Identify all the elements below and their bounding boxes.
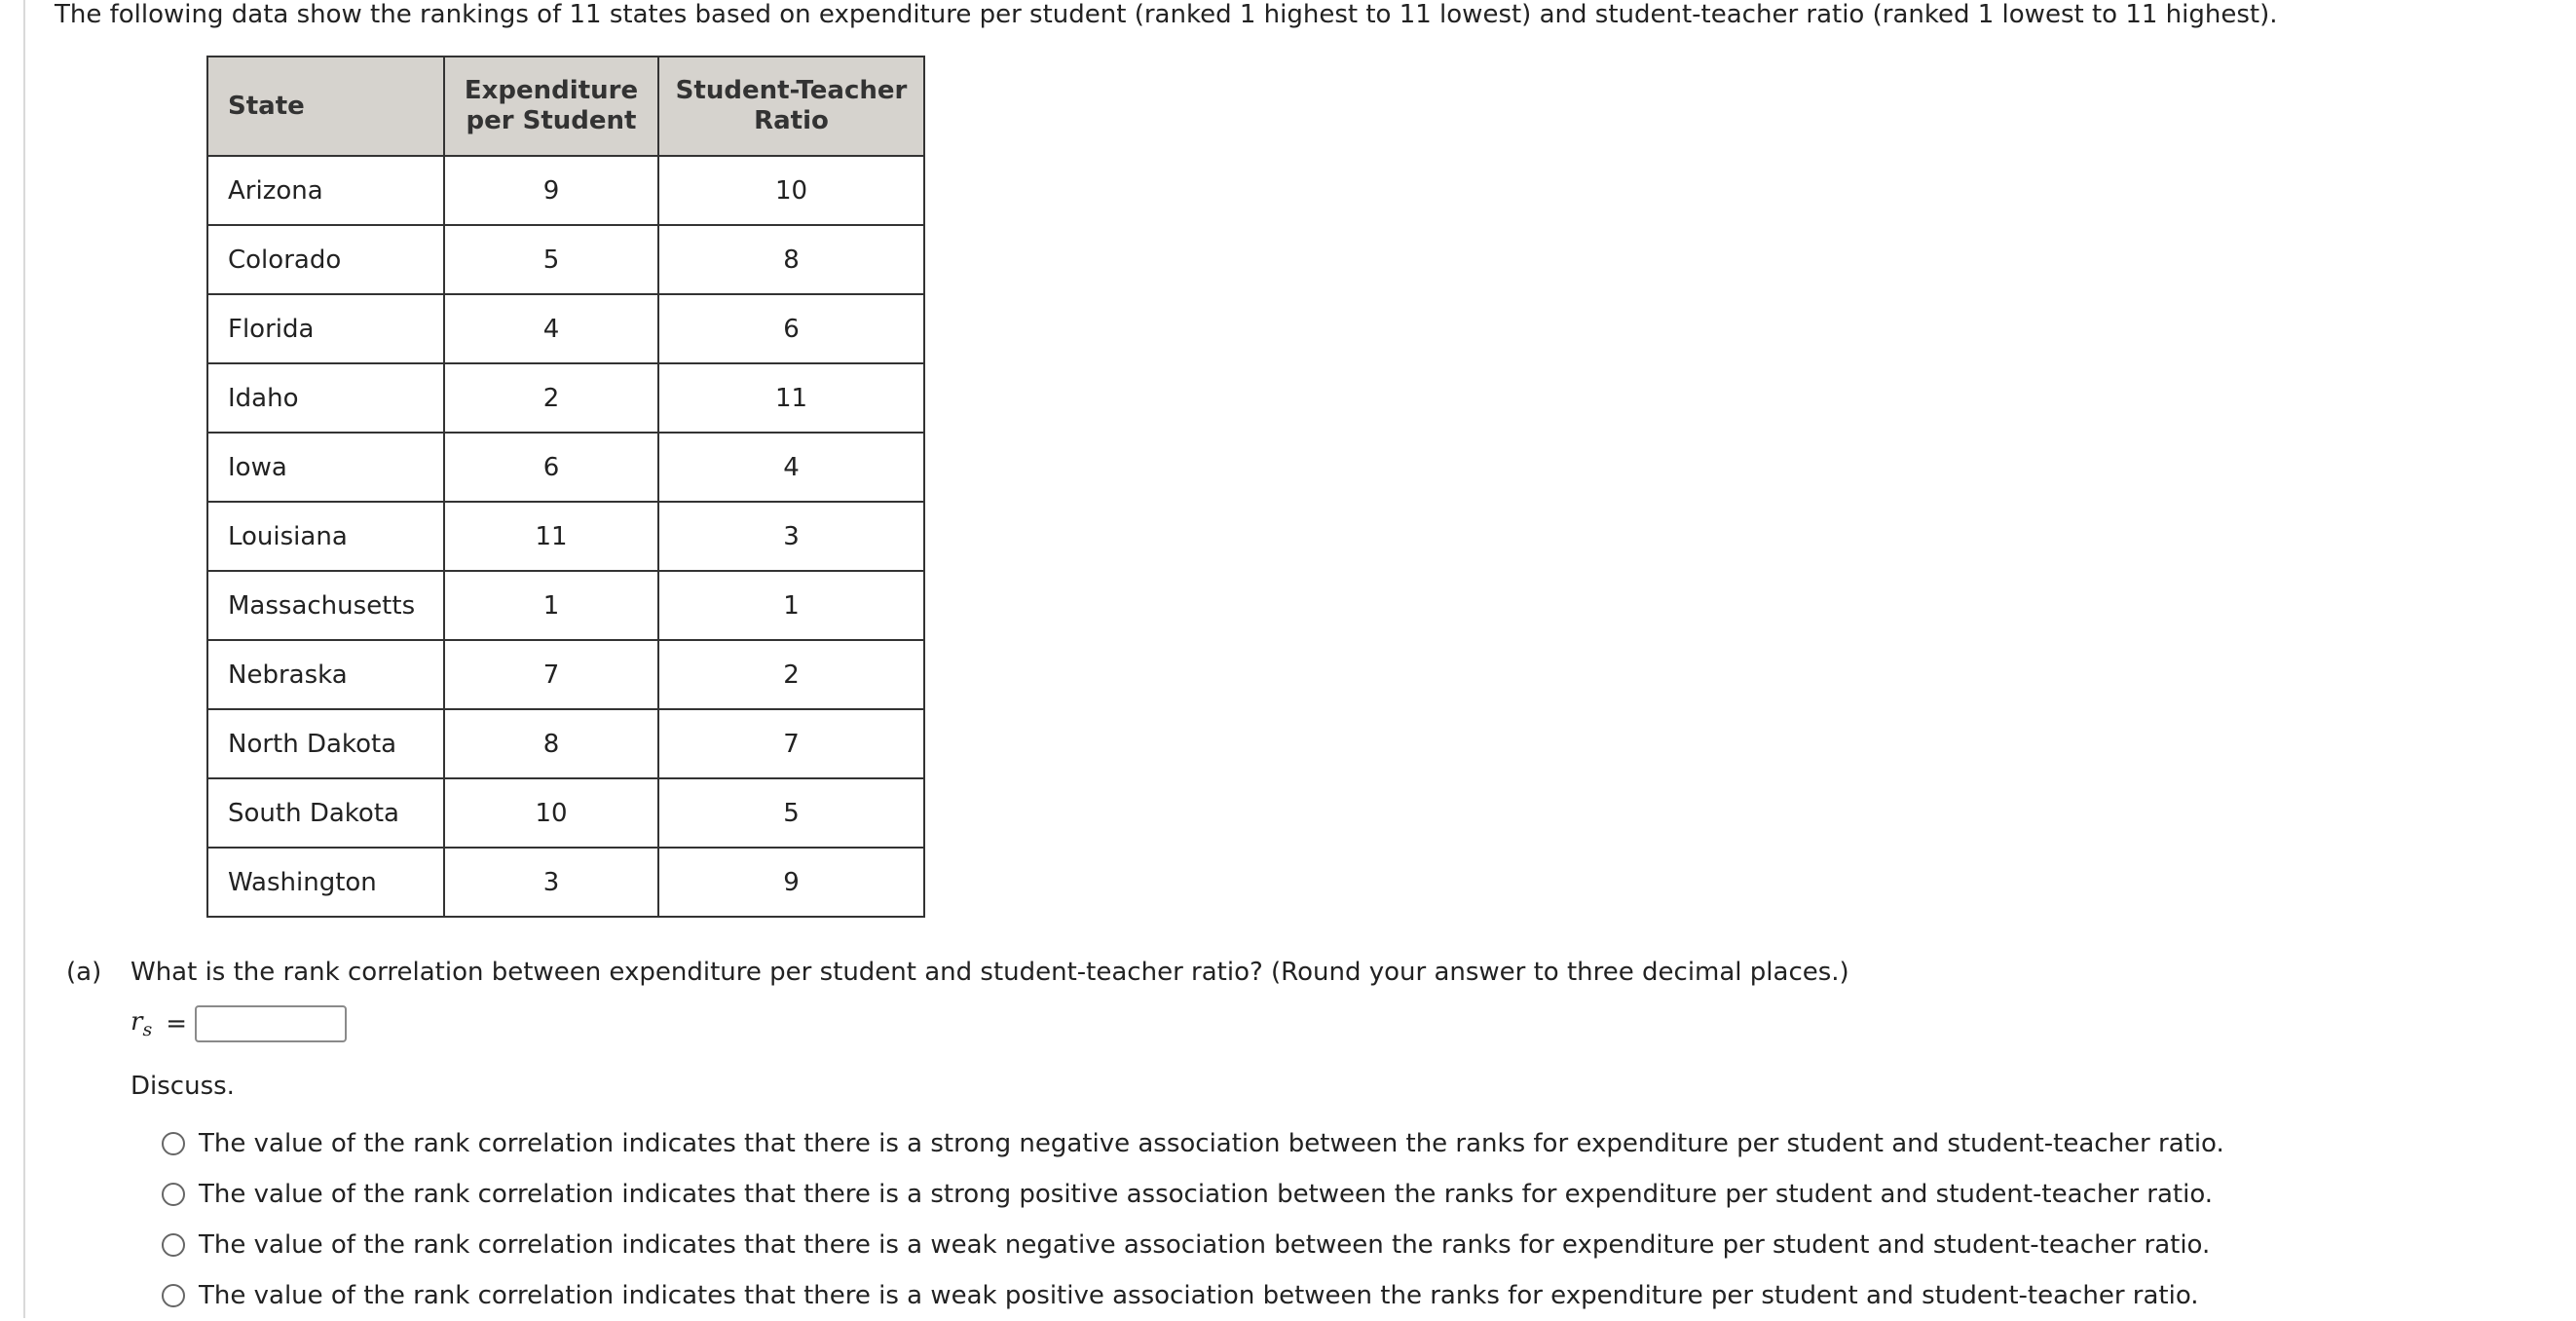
part-a-question: [66, 958, 1849, 987]
cell-ratio: 9: [658, 848, 924, 917]
radio-button[interactable]: [162, 1284, 185, 1307]
option-label: The value of the rank correlation indicates that there is a strong negative association between the ranks for expenditure per student and student-teacher ratio.: [199, 1129, 2224, 1158]
symbol-subscript-s: s: [142, 1019, 153, 1041]
table-row: [207, 433, 924, 502]
cell-state: Nebraska: [207, 640, 444, 709]
cell-ratio: 10: [658, 156, 924, 225]
cell-expenditure: 11: [444, 502, 658, 571]
cell-state: Washington: [207, 848, 444, 917]
equals-sign: =: [166, 1009, 187, 1038]
cell-state: Florida: [207, 294, 444, 363]
cell-state: Colorado: [207, 225, 444, 294]
cell-expenditure: 6: [444, 433, 658, 502]
cell-state: Louisiana: [207, 502, 444, 571]
header-state: State: [207, 57, 444, 156]
cell-ratio: 11: [658, 363, 924, 433]
table-row: [207, 294, 924, 363]
option-label: The value of the rank correlation indicates that there is a weak negative association between the ranks for expenditure per student and student-teacher ratio.: [199, 1230, 2211, 1260]
table-row: [207, 778, 924, 848]
cell-expenditure: 10: [444, 778, 658, 848]
cell-expenditure: 2: [444, 363, 658, 433]
cell-ratio: 1: [658, 571, 924, 640]
table-row: [207, 502, 924, 571]
cell-ratio: 6: [658, 294, 924, 363]
symbol-r: r: [131, 1006, 143, 1037]
header-expenditure: Expenditure per Student: [444, 57, 658, 156]
cell-expenditure: 9: [444, 156, 658, 225]
option-strong-positive[interactable]: [162, 1169, 2224, 1220]
option-weak-negative[interactable]: [162, 1220, 2224, 1270]
discuss-label: Discuss.: [131, 1072, 235, 1101]
table-row: [207, 640, 924, 709]
part-a-question-text: What is the rank correlation between expenditure per student and student-teacher ratio? (Round your answer to three decimal places.): [131, 958, 1849, 987]
table-header-row: [207, 57, 924, 156]
discuss-options: [162, 1118, 2224, 1321]
cell-ratio: 8: [658, 225, 924, 294]
cell-state: North Dakota: [207, 709, 444, 778]
option-strong-negative[interactable]: [162, 1118, 2224, 1169]
table-row: [207, 156, 924, 225]
table-row: [207, 571, 924, 640]
table-row: [207, 848, 924, 917]
rankings-table: [206, 56, 925, 918]
rank-correlation-symbol: [131, 1007, 152, 1040]
table-row: [207, 225, 924, 294]
cell-ratio: 2: [658, 640, 924, 709]
cell-state: Iowa: [207, 433, 444, 502]
cell-state: Idaho: [207, 363, 444, 433]
radio-button[interactable]: [162, 1132, 185, 1155]
radio-button[interactable]: [162, 1233, 185, 1257]
option-label: The value of the rank correlation indicates that there is a weak positive association between the ranks for expenditure per student and student-teacher ratio.: [199, 1281, 2199, 1310]
cell-ratio: 4: [658, 433, 924, 502]
cell-ratio: 7: [658, 709, 924, 778]
option-label: The value of the rank correlation indicates that there is a strong positive association between the ranks for expenditure per student and student-teacher ratio.: [199, 1180, 2214, 1209]
cell-expenditure: 7: [444, 640, 658, 709]
cell-expenditure: 1: [444, 571, 658, 640]
part-a-label: (a): [66, 958, 102, 987]
cell-state: Arizona: [207, 156, 444, 225]
header-ratio: Student-Teacher Ratio: [658, 57, 924, 156]
table-row: [207, 363, 924, 433]
option-weak-positive[interactable]: [162, 1270, 2224, 1321]
cell-ratio: 3: [658, 502, 924, 571]
answer-row: [131, 1003, 347, 1044]
rank-correlation-input[interactable]: [195, 1005, 347, 1042]
cell-expenditure: 4: [444, 294, 658, 363]
cell-state: South Dakota: [207, 778, 444, 848]
cell-expenditure: 3: [444, 848, 658, 917]
cell-ratio: 5: [658, 778, 924, 848]
cell-expenditure: 8: [444, 709, 658, 778]
table-row: [207, 709, 924, 778]
radio-button[interactable]: [162, 1183, 185, 1206]
problem-intro-text: The following data show the rankings of 11 states based on expenditure per student (ranked 1 highest to 11 lowest) and student-teacher ratio (ranked 1 lowest to 11 highest).: [55, 0, 2278, 29]
left-border-rule: [23, 0, 25, 1318]
cell-expenditure: 5: [444, 225, 658, 294]
cell-state: Massachusetts: [207, 571, 444, 640]
